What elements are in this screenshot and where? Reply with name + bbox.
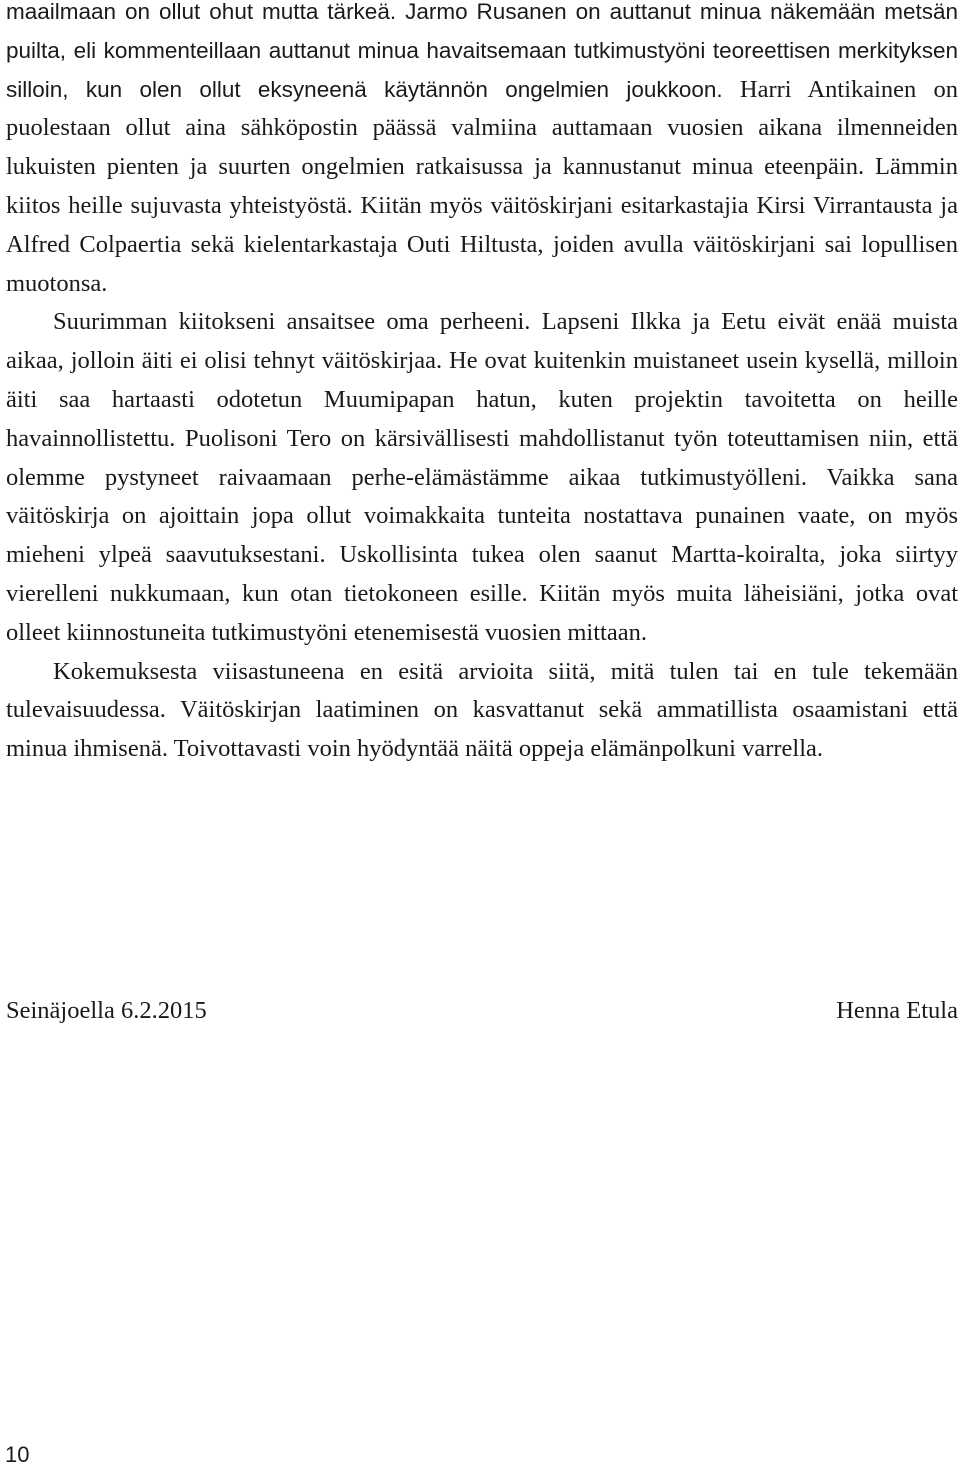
page-number: 10: [5, 1442, 30, 1467]
paragraph-acknowledgements-advisors: [6, 0, 958, 303]
author-name: Henna Etula: [836, 997, 958, 1024]
document-body: [6, 0, 958, 769]
paragraph-text-serif: Harri Antikainen on puolestaan ollut aina sähköpostin päässä valmiina auttamaan vuosien aikana ilmenneiden lukuisten pienten ja suurten ongelmien ratkaisussa ja kannustanut minua eteenpäin. Lämmin kiitos heille sujuvasta yhteistyöstä. Kiitän myös väitöskirjani esitarkastajia Kirsi Virrantausta ja Alfred Colpaertia sekä kielentarkastaja Outi Hiltusta, joiden avulla väitöskirjani sai lopullisen muotonsa.: [6, 75, 959, 297]
signature-line: [6, 994, 958, 1028]
paragraph-closing-thoughts: Kokemuksesta viisastuneena en esitä arvioita siitä, mitä tulen tai en tule tekemään tulevaisuudessa. Väitöskirjan laatiminen on kasvattanut sekä ammatillista osaamistani että minua ihmisenä. Toivottavasti voin hyödyntää näitä oppeja elämänpolkuni varrella.: [6, 657, 958, 763]
paragraph-acknowledgements-family: Suurimman kiitokseni ansaitsee oma perheeni. Lapseni Ilkka ja Eetu eivät enää muista aikaa, jolloin äiti ei olisi tehnyt väitöskirjaa. He ovat kuitenkin muistaneet usein kysellä, milloin äiti saa hartaasti odotetun Muumipapan hatun, kuten projektin tavoitetta on heille havainnollistettu. Puolisoni Tero on kärsivällisesti mahdollistanut työn toteuttamisen niin, että olemme pystyneet raivaamaan perhe-elämästämme aikaa tutkimustyölleni. Vaikka sana väitöskirja on ajoittain jopa ollut voimakkaita tunteita nostattava punainen vaate, on myös mieheni ylpeä saavutuksestani. Uskollisinta tukea olen saanut Martta-koiralta, joka siirtyy vierelleni nukkumaan, kun otan tietokoneen esille. Kiitän myös muita läheisiäni, jotka ovat olleet kiinnostuneita tutkimustyöni etenemisestä vuosien mittaan.: [6, 308, 958, 646]
paragraph-text-sans: maailmaan on ollut ohut mutta tärkeä. Jarmo Rusanen on auttanut minua näkemään metsän puilta, eli kommenteillaan auttanut minua havaitsemaan tutkimustyöni teoreettisen merkityksen silloin, kun olen ollut eksyneenä käytännön ongelmien joukkoon.: [6, 0, 958, 102]
place-and-date: Seinäjoella 6.2.2015: [6, 997, 207, 1024]
